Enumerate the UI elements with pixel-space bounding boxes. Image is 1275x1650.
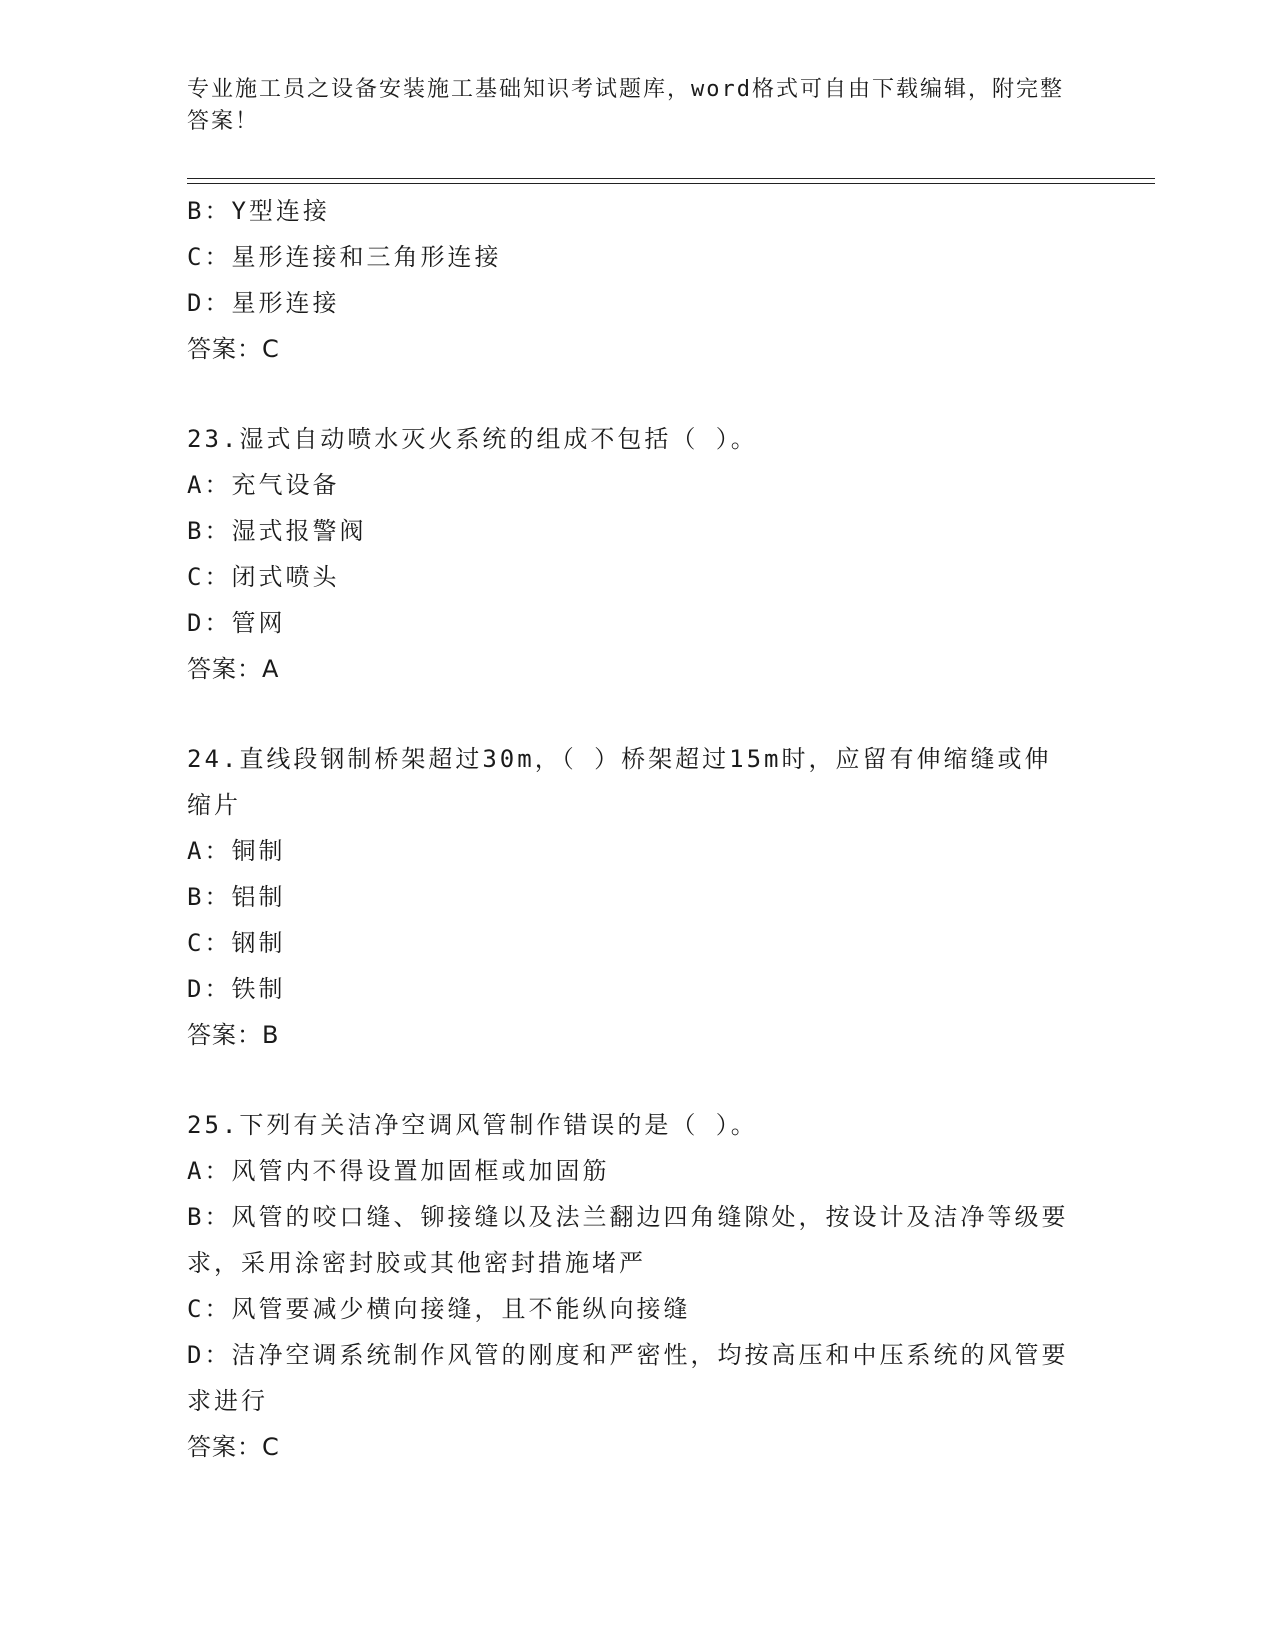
option-d: D：铁制: [187, 975, 286, 1003]
answer-line: 答案：C: [187, 1433, 280, 1461]
option-c: C：风管要减少横向接缝，且不能纵向接缝: [187, 1295, 691, 1323]
option-c: C：星形连接和三角形连接: [187, 243, 502, 271]
document-header: 专业施工员之设备安装施工基础知识考试题库，word格式可自由下载编辑，附完整答案！: [187, 77, 1064, 134]
question-24: [187, 736, 1087, 1058]
question-stem: 24.直线段钢制桥架超过30m，（ ）桥架超过15m时，应留有伸缩缝或伸缩片: [187, 745, 1052, 819]
option-b: B：Y型连接: [187, 197, 330, 225]
header-divider-top: [187, 178, 1155, 179]
answer-line: 答案：C: [187, 335, 280, 363]
question-list: [187, 188, 1087, 1470]
option-d: D：洁净空调系统制作风管的刚度和严密性，均按高压和中压系统的风管要求进行: [187, 1341, 1069, 1415]
option-b: B：湿式报警阀: [187, 517, 367, 545]
question-25: [187, 1102, 1087, 1470]
header-divider-bottom: [187, 183, 1155, 184]
option-c: C：闭式喷头: [187, 563, 340, 591]
question-22-continuation: [187, 188, 1087, 372]
option-a: A：风管内不得设置加固框或加固筋: [187, 1157, 610, 1185]
question-23: [187, 416, 1087, 692]
answer-line: 答案：B: [187, 1021, 280, 1049]
option-a: A：铜制: [187, 837, 286, 865]
option-b: B：风管的咬口缝、铆接缝以及法兰翻边四角缝隙处，按设计及洁净等级要求，采用涂密封胶或其他密封措施堵严: [187, 1203, 1069, 1277]
option-c: C：钢制: [187, 929, 286, 957]
option-d: D：管网: [187, 609, 286, 637]
option-d: D：星形连接: [187, 289, 340, 317]
option-a: A：充气设备: [187, 471, 340, 499]
question-stem: 25.下列有关洁净空调风管制作错误的是（ ）。: [187, 1111, 758, 1139]
option-b: B：铝制: [187, 883, 286, 911]
answer-line: 答案：A: [187, 655, 280, 683]
question-stem: 23.湿式自动喷水灭火系统的组成不包括（ ）。: [187, 425, 758, 453]
